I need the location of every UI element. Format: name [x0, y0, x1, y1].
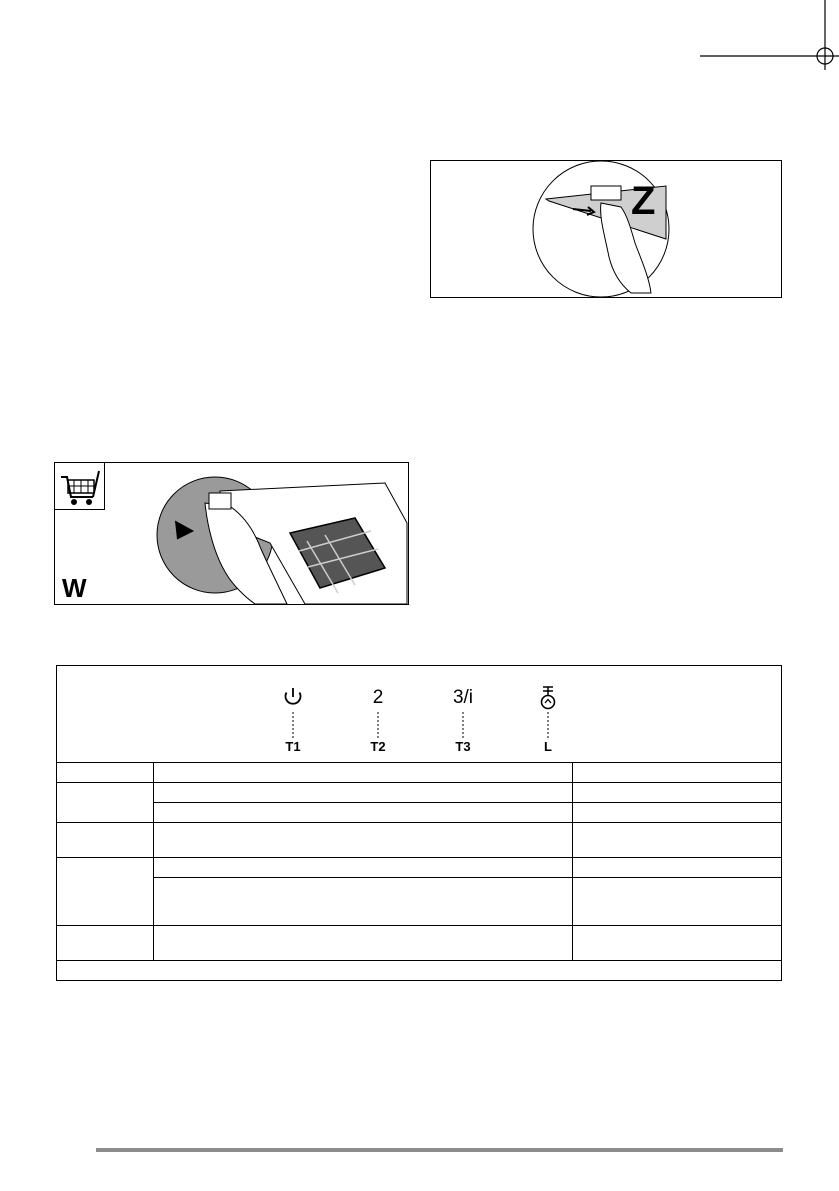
figure-z-label: Z [631, 179, 656, 223]
figure-w-label: W [62, 573, 87, 603]
table-cell [153, 878, 572, 926]
speed-3-intensive-icon: 3/i [452, 687, 474, 708]
table-row [57, 878, 782, 926]
figure-w [54, 462, 409, 605]
button-t3 [438, 686, 488, 761]
table-row [57, 926, 782, 961]
table-cell [153, 858, 572, 878]
carbon-filter-illustration [55, 463, 408, 604]
table-row [57, 763, 782, 783]
button-l-label: L [544, 739, 552, 754]
table-cell [153, 803, 572, 823]
crop-mark [700, 0, 839, 70]
speed-2-icon: 2 [372, 687, 384, 708]
button-t2-label: T2 [370, 739, 386, 754]
table-cell [153, 783, 572, 803]
table-row [57, 803, 782, 823]
table-cell [57, 961, 782, 981]
table-cell [57, 783, 154, 823]
table-cell [57, 926, 154, 961]
filter-release-illustration [431, 161, 781, 297]
footer-rule [96, 1148, 783, 1152]
figure-z [430, 160, 782, 298]
table-row [57, 858, 782, 878]
button-t1-label: T1 [285, 739, 301, 754]
control-table [56, 762, 782, 981]
table-cell [57, 763, 154, 783]
table-cell [573, 926, 782, 961]
button-t2 [358, 686, 398, 761]
table-cell [573, 858, 782, 878]
table-row [57, 783, 782, 803]
table-cell [57, 823, 154, 858]
table-row [57, 961, 782, 981]
light-icon [528, 686, 568, 710]
table-row [57, 823, 782, 858]
control-panel-diagram [56, 665, 782, 763]
power-icon [273, 686, 313, 710]
table-cell [573, 763, 782, 783]
button-t1 [273, 686, 313, 761]
table-cell [573, 783, 782, 803]
table-cell [573, 803, 782, 823]
button-l [528, 686, 568, 761]
table-cell [573, 823, 782, 858]
table-cell [153, 763, 572, 783]
button-t3-label: T3 [455, 739, 471, 754]
table-cell [153, 823, 572, 858]
table-cell [573, 878, 782, 926]
table-cell [153, 926, 572, 961]
table-cell [57, 858, 154, 926]
